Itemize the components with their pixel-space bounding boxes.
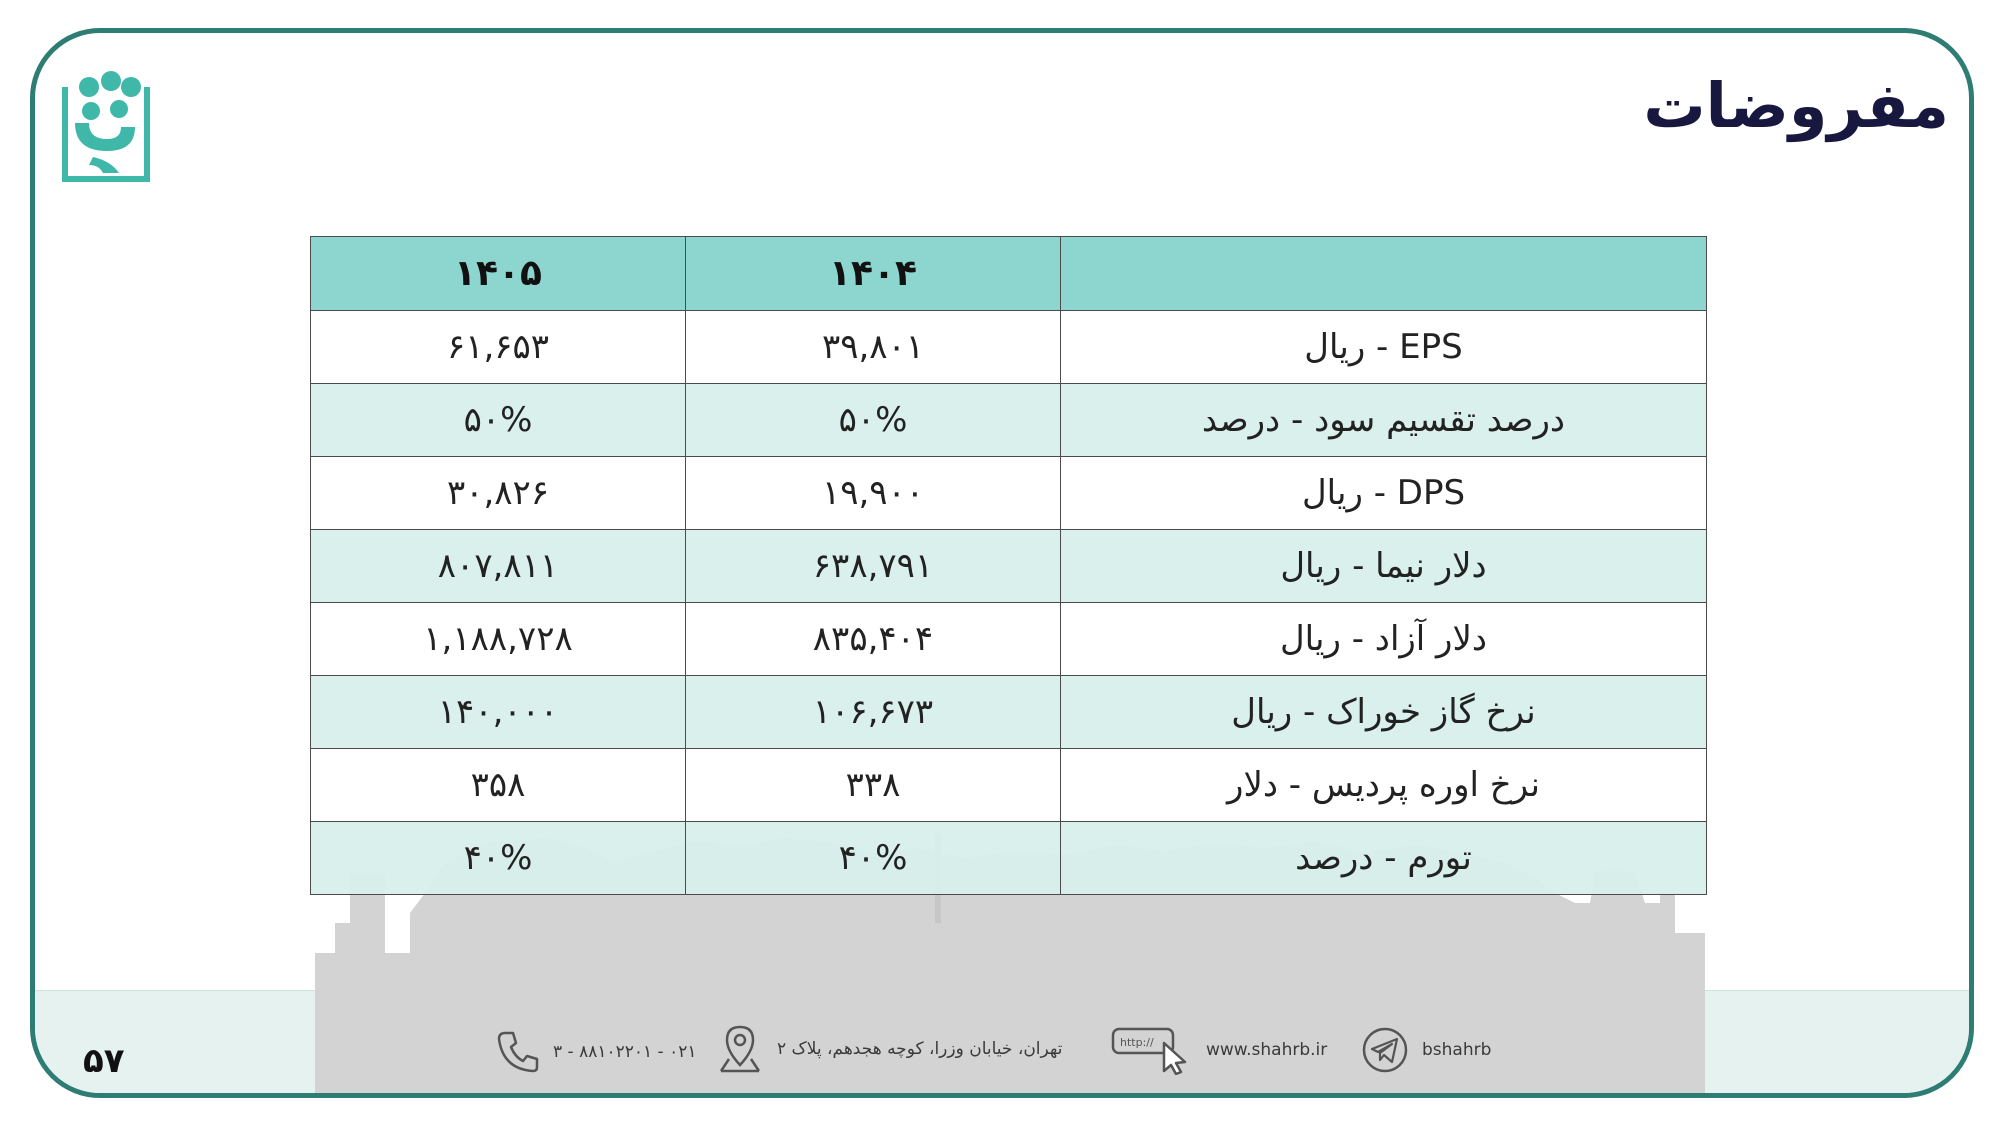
value-1404: ۳۹,۸۰۱ — [686, 311, 1061, 384]
phone-icon — [495, 1029, 541, 1075]
footer-website-text[interactable]: www.shahrb.ir — [1206, 1040, 1328, 1060]
value-1405: ۳۰,۸۲۶ — [311, 457, 686, 530]
table-row — [311, 676, 1707, 749]
row-label: دلار نیما - ریال — [1061, 530, 1707, 603]
value-1405: ۶۱,۶۵۳ — [311, 311, 686, 384]
row-label: EPS - ریال — [1061, 311, 1707, 384]
value-1405: ۸۰۷,۸۱۱ — [311, 530, 686, 603]
row-label: درصد تقسیم سود - درصد — [1061, 384, 1707, 457]
footer-phone-text: ۰۲۱ - ۸۸۱۰۲۲۰۱ - ۳ — [553, 1042, 697, 1062]
slide-frame — [30, 28, 1974, 1098]
http-badge: http:// — [1120, 1036, 1154, 1049]
footer-telegram[interactable] — [1360, 1025, 1491, 1075]
value-1405: ۴۰% — [311, 822, 686, 895]
header-label-cell — [1061, 237, 1707, 311]
table-row — [311, 384, 1707, 457]
row-label: دلار آزاد - ریال — [1061, 603, 1707, 676]
value-1404: ۴۰% — [686, 822, 1061, 895]
table-row — [311, 603, 1707, 676]
header-year-1405: ۱۴۰۵ — [311, 237, 686, 311]
footer-website[interactable] — [1110, 1025, 1327, 1075]
value-1405: ۱۴۰,۰۰۰ — [311, 676, 686, 749]
footer-telegram-text[interactable]: bshahrb — [1422, 1040, 1492, 1060]
table-row — [311, 749, 1707, 822]
row-label: نرخ اوره پردیس - دلار — [1061, 749, 1707, 822]
value-1404: ۳۳۸ — [686, 749, 1061, 822]
table-row — [311, 457, 1707, 530]
value-1404: ۶۳۸,۷۹۱ — [686, 530, 1061, 603]
row-label: DPS - ریال — [1061, 457, 1707, 530]
row-label: نرخ گاز خوراک - ریال — [1061, 676, 1707, 749]
row-label: تورم - درصد — [1061, 822, 1707, 895]
value-1404: ۱۰۶,۶۷۳ — [686, 676, 1061, 749]
footer-address-text: تهران، خیابان وزرا، کوچه هجدهم، پلاک ۲ — [777, 1039, 1063, 1059]
table-header-row — [311, 237, 1707, 311]
assumptions-table — [310, 236, 1707, 895]
shahr-bourse-logo-icon — [61, 61, 151, 183]
value-1405: ۵۰% — [311, 384, 686, 457]
telegram-icon — [1360, 1025, 1410, 1075]
slide-title: مفروضات — [1643, 69, 1949, 142]
value-1405: ۱,۱۸۸,۷۲۸ — [311, 603, 686, 676]
table-row — [311, 530, 1707, 603]
table-row — [311, 311, 1707, 384]
value-1404: ۱۹,۹۰۰ — [686, 457, 1061, 530]
page-number: ۵۷ — [83, 1041, 125, 1081]
table-row — [311, 822, 1707, 895]
cursor-icon — [1110, 1025, 1194, 1075]
value-1404: ۸۳۵,۴۰۴ — [686, 603, 1061, 676]
header-year-1404: ۱۴۰۴ — [686, 237, 1061, 311]
footer-phone — [495, 1029, 697, 1075]
location-pin-icon — [715, 1023, 765, 1075]
value-1404: ۵۰% — [686, 384, 1061, 457]
footer-address — [715, 1023, 1062, 1075]
value-1405: ۳۵۸ — [311, 749, 686, 822]
